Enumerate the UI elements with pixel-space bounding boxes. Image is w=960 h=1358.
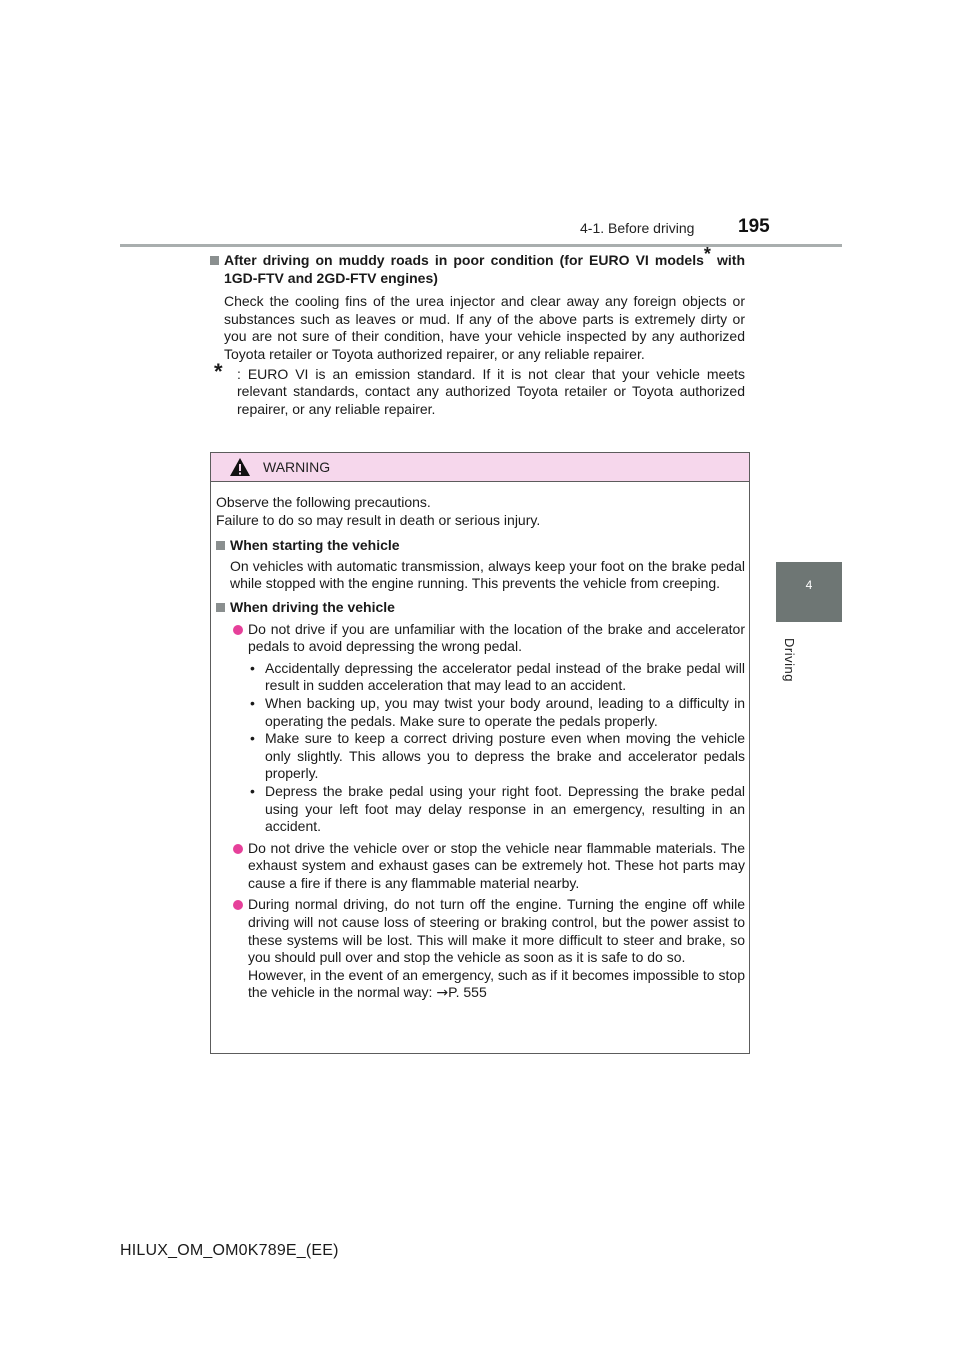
header-rule bbox=[120, 244, 842, 247]
footnote-asterisk: * bbox=[214, 358, 223, 384]
list-item: • Depress the brake pedal using your right foot. Depressing the brake pedal using your left foot may delay response in an emergency, resulting in an accident. bbox=[250, 782, 745, 835]
page-reference-link[interactable]: P. 555 bbox=[448, 984, 487, 1001]
subheading-starting: When starting the vehicle bbox=[216, 537, 745, 555]
driving-item-3: During normal driving, do not turn off the engine. Turning the engine off while driving will not cause loss of steering or braking control, but the power assist to these systems will be lost. This will make it more difficult to steer and brake, so you should pull over and stop the vehicle as soon as it is safe to do so. However, in the event of an emergency, such as if it becomes impossible to stop the vehicle in the normal way: →P. 555 bbox=[216, 896, 745, 1003]
chapter-label: Driving bbox=[782, 638, 797, 682]
starting-text: On vehicles with automatic transmission, always keep your foot on the brake pedal while stopped with the engine running. This prevents the vehicle from creeping. bbox=[230, 557, 745, 592]
square-bullet-icon bbox=[216, 541, 225, 550]
warning-title: WARNING bbox=[263, 459, 331, 475]
chapter-label-box bbox=[776, 638, 810, 718]
list-item: • Accidentally depressing the accelerator pedal instead of the brake pedal will result in sudden acceleration that may lead to an accident. bbox=[250, 659, 745, 694]
warning-box bbox=[210, 452, 750, 1054]
arrow-right-icon: → bbox=[436, 985, 449, 1002]
circle-bullet-icon bbox=[233, 900, 243, 910]
warning-lead-2: Failure to do so may result in death or serious injury. bbox=[216, 511, 541, 528]
warning-body bbox=[211, 482, 749, 1003]
warning-header bbox=[211, 453, 749, 482]
circle-bullet-icon bbox=[233, 844, 243, 854]
main-content bbox=[210, 244, 746, 418]
footnote-text: : EURO VI is an emission standard. If it is not clear that your vehicle meets relevant standards, contact any authorized Toyota retailer or Toyota authorized repairer, or any reliable repairer. bbox=[237, 365, 745, 417]
list-item: • Make sure to keep a correct driving posture even when moving the vehicle only slightly. This allows you to depress the brake and accelerator pedals properly. bbox=[250, 730, 745, 782]
square-bullet-icon bbox=[216, 603, 225, 612]
page-number: 195 bbox=[738, 216, 770, 237]
asterisk-mark: * bbox=[703, 244, 711, 265]
square-bullet-icon bbox=[210, 256, 219, 265]
warning-lead-1: Observe the following precautions. bbox=[216, 494, 431, 510]
warning-triangle-icon bbox=[229, 457, 251, 477]
section-paragraph: Check the cooling fins of the urea injector and clear away any foreign objects or substances such as leaves or mud. If any of the above parts is extremely dirty or you are not sure of their condition, have your vehicle inspected by any authorized Toyota retailer or Toyota authorized repairer, or any reliable repairer. bbox=[224, 293, 745, 362]
footnote bbox=[210, 358, 745, 419]
circle-bullet-icon bbox=[233, 625, 243, 635]
chapter-tab bbox=[776, 562, 842, 622]
chapter-number: 4 bbox=[805, 578, 813, 592]
list-item: • When backing up, you may twist your body around, leading to a difficulty in operating the pedals. Make sure to operate the pedals properly. bbox=[250, 694, 745, 729]
driving-item-2: Do not drive the vehicle over or stop the vehicle near flammable materials. The exhaust system and exhaust gases can be extremely hot. These hot parts may cause a fire if there is any flammable material nearby. bbox=[216, 840, 745, 893]
header-section-title: 4-1. Before driving bbox=[580, 220, 695, 236]
subheading-driving: When driving the vehicle bbox=[216, 599, 745, 617]
document-code: HILUX_OM_OM0K789E_(EE) bbox=[120, 1242, 339, 1259]
driving-item-1: Do not drive if you are unfamiliar with the location of the brake and accelerator pedals to avoid depressing the wrong pedal. bbox=[216, 621, 745, 656]
section-heading: After driving on muddy roads in poor condition (for EURO VI models* with 1GD-FTV and 2GD-FTV engines) bbox=[210, 252, 745, 287]
driving-bullet-list bbox=[216, 660, 745, 836]
